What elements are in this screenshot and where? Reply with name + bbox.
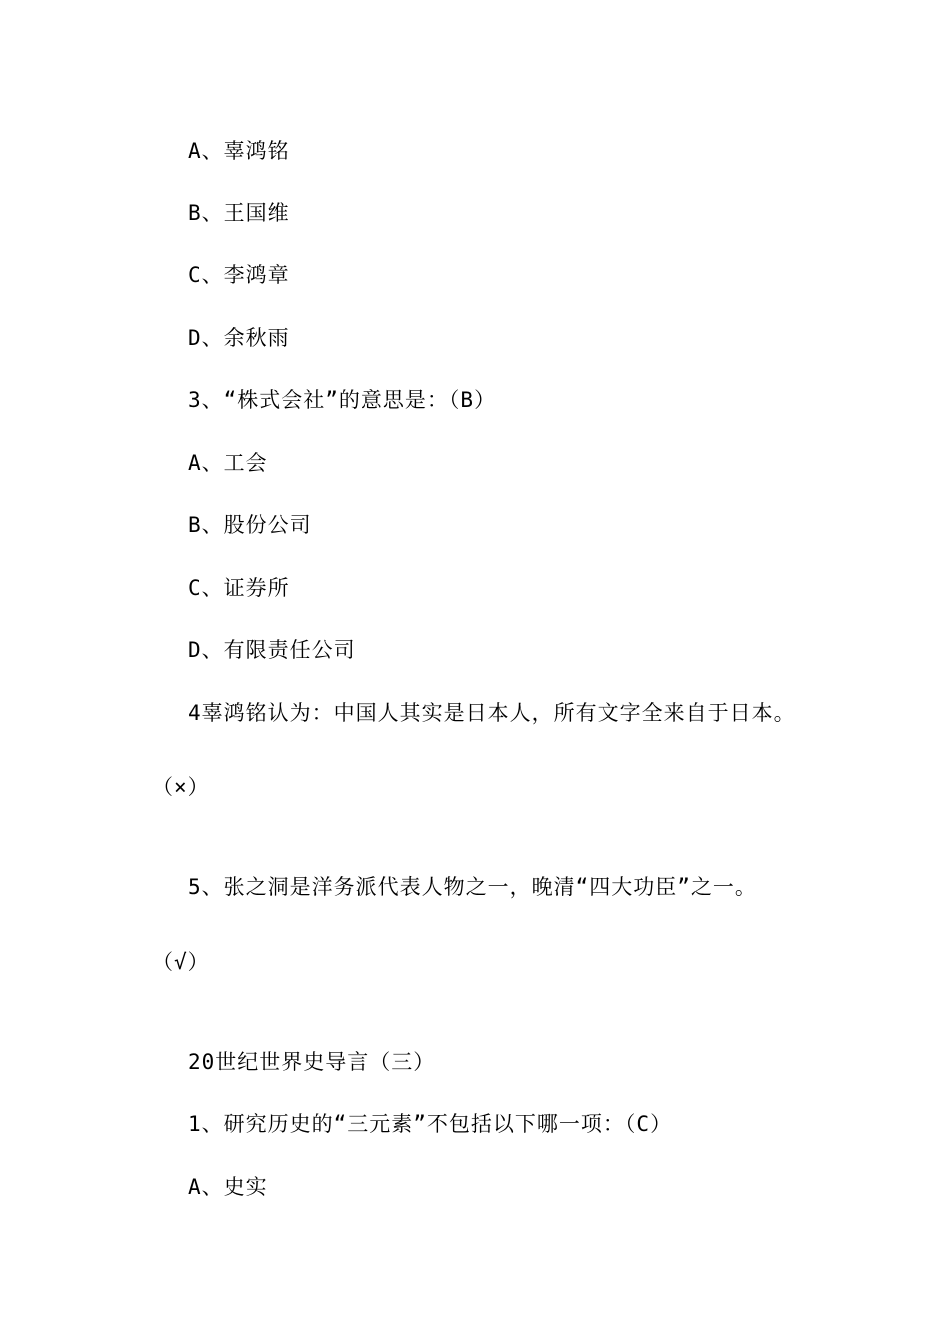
answer-5: （√）: [152, 950, 210, 974]
question-3: 3、“株式会社”的意思是：（B）: [188, 388, 497, 412]
option-a: A、工会: [188, 451, 268, 475]
option-a: A、辜鸿铭: [188, 139, 290, 163]
option-b: B、王国维: [188, 201, 290, 225]
option-a: A、史实: [188, 1175, 268, 1199]
question-4: 4辜鸿铭认为：中国人其实是日本人，所有文字全来自于日本。: [188, 701, 796, 725]
option-b: B、股份公司: [188, 513, 312, 537]
question-1: 1、研究历史的“三元素”不包括以下哪一项：（C）: [188, 1112, 673, 1136]
section-heading: 20世纪世界史导言（三）: [188, 1050, 436, 1074]
option-d: D、有限责任公司: [188, 638, 356, 662]
option-d: D、余秋雨: [188, 326, 290, 350]
option-c: C、李鸿章: [188, 263, 290, 287]
answer-4: （×）: [152, 775, 210, 799]
question-5: 5、张之洞是洋务派代表人物之一，晚清“四大功臣”之一。: [188, 875, 757, 899]
option-c: C、证券所: [188, 576, 290, 600]
